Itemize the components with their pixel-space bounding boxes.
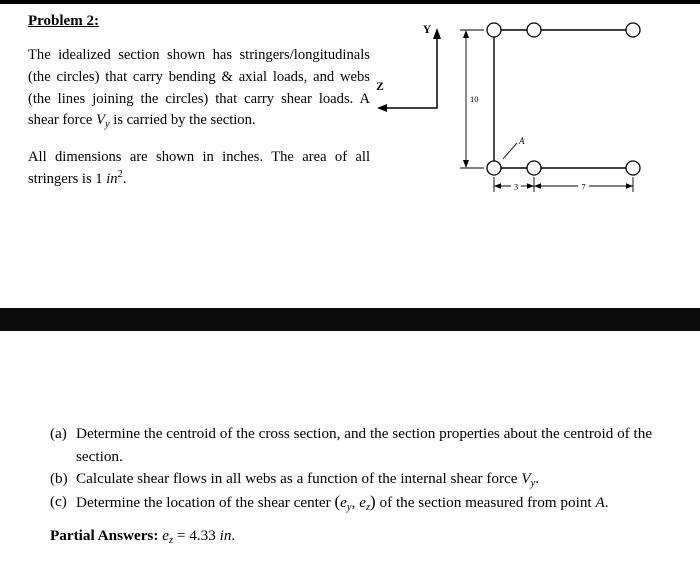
shear-center-ey-sub: y (346, 501, 352, 513)
question-b-text (76, 468, 672, 491)
question-b (50, 468, 672, 491)
width-dim-label-3: 3 (513, 181, 519, 192)
question-b-label: (b) (50, 470, 68, 487)
question-list (50, 423, 672, 548)
partial-answers (50, 525, 672, 548)
question-b-text-end: . (535, 470, 540, 487)
cross-section-svg (372, 8, 678, 222)
stringer-top-left (487, 23, 501, 37)
dim-arrowhead-7-left (534, 183, 541, 188)
point-a-reference: A (595, 493, 605, 511)
question-a (50, 423, 672, 468)
ez-unit: in (219, 527, 232, 544)
question-c-text-end: . (604, 493, 609, 511)
dim-arrowhead-3-right (527, 183, 534, 188)
cross-section-figure (372, 8, 678, 222)
shear-force-subscript-b: y (530, 478, 536, 489)
problem-paragraph-1 (28, 45, 370, 132)
paragraph-1-text-end: is carried by the section. (109, 112, 256, 129)
point-a-label: A (519, 136, 525, 146)
paragraph-2-text-end: . (122, 170, 127, 187)
separator-band (0, 308, 700, 331)
stringer-bottom-right (626, 161, 640, 175)
shear-center-ey: e (340, 493, 347, 511)
shear-center-ez-sub: z (365, 501, 371, 513)
stringer-bottom-left (487, 161, 501, 175)
dim-arrowhead-7-right (626, 183, 633, 188)
open-paren: ( (334, 491, 341, 511)
problem-title: Problem 2: (28, 13, 99, 29)
partial-answers-label: Partial Answers: (50, 527, 163, 544)
z-axis-arrowhead (377, 104, 387, 112)
shear-force-subscript: y (104, 119, 110, 131)
stringers (487, 23, 640, 175)
close-paren: ) (370, 491, 376, 511)
comma-separator: , (351, 493, 360, 511)
problem-paragraph-2 (28, 147, 370, 191)
dim-arrowhead-3-left (494, 183, 501, 188)
unit-symbol: in (106, 170, 118, 187)
paragraph-2-text: All dimensions are shown in inches. The area of all stringers is 1 (28, 149, 370, 187)
shear-center-ez: e (359, 493, 366, 511)
point-a-leader-line (503, 143, 517, 159)
question-c-label: (c) (50, 492, 67, 510)
ez-value: = 4.33 (173, 527, 220, 544)
stringer-top-mid (527, 23, 541, 37)
question-a-text: Determine the centroid of the cross section, and the section properties about the centroid of the section. (76, 425, 653, 465)
top-border-rule (0, 0, 700, 4)
question-c (50, 491, 672, 515)
question-a-label: (a) (50, 425, 67, 442)
ez-symbol: e (162, 527, 169, 544)
dim-arrowhead-up (463, 30, 469, 38)
ez-subscript: z (168, 535, 174, 546)
shear-force-symbol: V (96, 112, 105, 129)
question-c-text-start: Determine the location of the shear center (76, 493, 335, 511)
problem-statement (28, 13, 370, 206)
webs (494, 30, 633, 168)
question-c-text (76, 491, 672, 515)
paragraph-1-text: The idealized section shown has stringers/longitudinals (the circles) that carry bending & axial loads, and webs (the lines joining the circles) that carry shear loads. A shear force (28, 47, 370, 129)
question-b-text-start: Calculate shear flows in all webs as a function of the internal shear force (76, 470, 522, 487)
stringer-bottom-mid (527, 161, 541, 175)
dim-arrowhead-down (463, 160, 469, 168)
y-axis-arrowhead (433, 28, 441, 39)
height-dim-label: 10 (470, 94, 479, 104)
y-axis-label: Y (422, 24, 432, 36)
shear-force-symbol-b: V (521, 470, 531, 487)
question-c-text-mid: of the section measured from point (375, 493, 596, 511)
partial-answers-end: . (231, 527, 236, 544)
unit-exponent: 2 (117, 168, 123, 180)
axes-lines (384, 36, 437, 108)
z-axis-label: Z (376, 81, 384, 93)
width-dim-label-7: 7 (581, 181, 586, 192)
stringer-top-right (626, 23, 640, 37)
